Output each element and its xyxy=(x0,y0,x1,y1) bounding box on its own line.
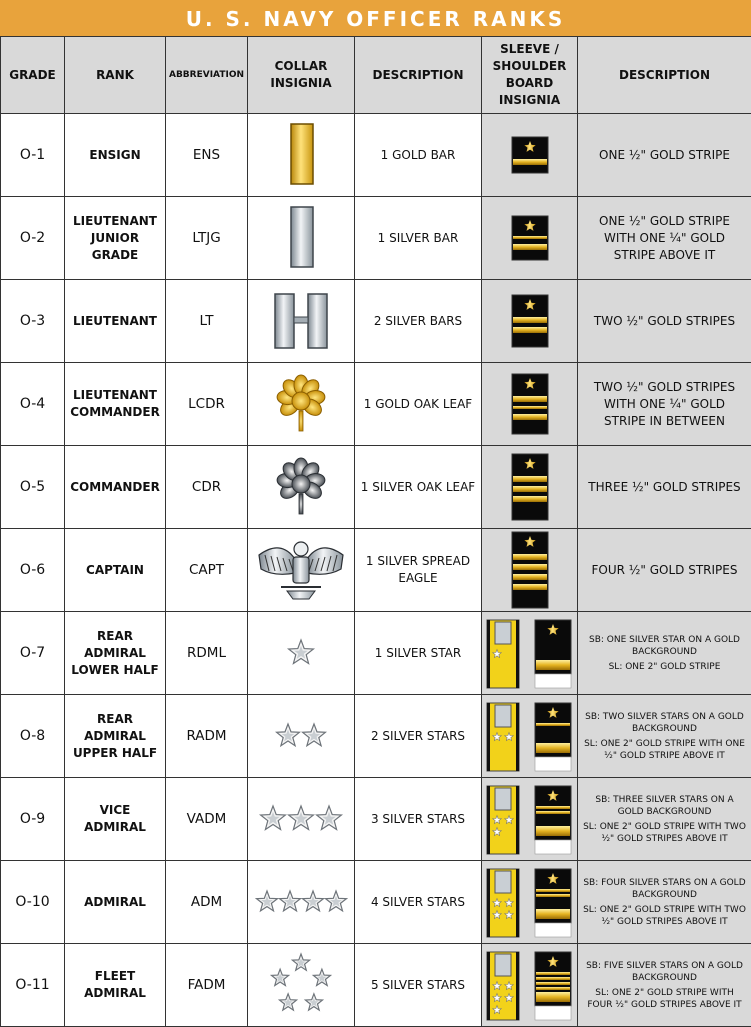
shoulder-board-icon xyxy=(500,447,560,527)
collar-insignia-cell xyxy=(248,114,355,197)
abbreviation-cell: ADM xyxy=(166,861,248,944)
silver-star-icon xyxy=(251,865,351,939)
shoulder-board-description: SB: FIVE SILVER STARS ON A GOLD BACKGROUND xyxy=(582,960,747,984)
silver-star-icon xyxy=(251,782,351,856)
shoulder-board-icon xyxy=(483,697,577,775)
collar-insignia-cell xyxy=(248,529,355,612)
grade-cell: O-5 xyxy=(1,446,65,529)
header-abbreviation: ABBREVIATION xyxy=(166,37,248,114)
table-row xyxy=(1,197,751,280)
sleeve-description-cell: THREE ½" GOLD STRIPES xyxy=(578,446,751,529)
collar-description-cell: 1 SILVER STAR xyxy=(355,612,482,695)
collar-description-cell: 4 SILVER STARS xyxy=(355,861,482,944)
rank-cell: LIEUTENANT COMMANDER xyxy=(65,363,166,446)
silver-star-icon xyxy=(251,616,351,690)
gold-bar-icon xyxy=(251,118,351,192)
rank-cell: LIEUTENANT xyxy=(65,280,166,363)
shoulder-board-icon xyxy=(500,198,560,278)
sleeve-insignia-cell xyxy=(482,861,578,944)
table-row xyxy=(1,778,751,861)
grade-cell: O-10 xyxy=(1,861,65,944)
sleeve-description-cell xyxy=(578,612,751,695)
sleeve-description-cell xyxy=(578,861,751,944)
shoulder-board-description: SB: FOUR SILVER STARS ON A GOLD BACKGROUND xyxy=(582,877,747,901)
collar-insignia-cell xyxy=(248,280,355,363)
collar-description-cell: 1 SILVER OAK LEAF xyxy=(355,446,482,529)
silver-eagle-icon xyxy=(251,533,351,607)
rank-cell: REAR ADMIRAL LOWER HALF xyxy=(65,612,166,695)
sleeve-insignia-cell xyxy=(482,778,578,861)
silver-bar-icon xyxy=(251,201,351,275)
rank-cell: CAPTAIN xyxy=(65,529,166,612)
sleeve-description-cell xyxy=(578,778,751,861)
sleeve-stripe-description: SL: ONE 2" GOLD STRIPE WITH FOUR ½" GOLD STRIPES ABOVE IT xyxy=(582,987,747,1011)
sleeve-description-cell: ONE ½" GOLD STRIPE WITH ONE ¼" GOLD STRIPE ABOVE IT xyxy=(578,197,751,280)
abbreviation-cell: LT xyxy=(166,280,248,363)
shoulder-board-icon xyxy=(500,115,560,195)
collar-description-cell: 1 GOLD OAK LEAF xyxy=(355,363,482,446)
rank-cell: ADMIRAL xyxy=(65,861,166,944)
silver-oak-leaf-icon xyxy=(251,450,351,524)
header-rank: RANK xyxy=(65,37,166,114)
rank-cell: COMMANDER xyxy=(65,446,166,529)
table-row xyxy=(1,280,751,363)
grade-cell: O-3 xyxy=(1,280,65,363)
abbreviation-cell: CAPT xyxy=(166,529,248,612)
gold-oak-leaf-icon xyxy=(251,367,351,441)
abbreviation-cell: CDR xyxy=(166,446,248,529)
collar-insignia-cell xyxy=(248,778,355,861)
header-sleeve-description: DESCRIPTION xyxy=(578,37,751,114)
table-row xyxy=(1,695,751,778)
sleeve-stripe-description: SL: ONE 2" GOLD STRIPE WITH TWO ½" GOLD STRIPES ABOVE IT xyxy=(582,821,747,845)
shoulder-board-icon xyxy=(500,364,560,444)
grade-cell: O-2 xyxy=(1,197,65,280)
collar-insignia-cell xyxy=(248,197,355,280)
table-row xyxy=(1,612,751,695)
abbreviation-cell: ENS xyxy=(166,114,248,197)
sleeve-description-cell xyxy=(578,944,751,1027)
table-row xyxy=(1,861,751,944)
page-title: U. S. NAVY OFFICER RANKS xyxy=(0,0,751,36)
silver-star-icon xyxy=(251,948,351,1022)
shoulder-board-description: SB: ONE SILVER STAR ON A GOLD BACKGROUND xyxy=(582,634,747,658)
shoulder-board-icon xyxy=(483,614,577,692)
header-collar-description: DESCRIPTION xyxy=(355,37,482,114)
grade-cell: O-8 xyxy=(1,695,65,778)
collar-description-cell: 1 SILVER BAR xyxy=(355,197,482,280)
double-silver-bar-icon xyxy=(251,284,351,358)
sleeve-description-cell xyxy=(578,695,751,778)
abbreviation-cell: FADM xyxy=(166,944,248,1027)
grade-cell: O-1 xyxy=(1,114,65,197)
shoulder-board-icon xyxy=(483,780,577,858)
sleeve-insignia-cell xyxy=(482,280,578,363)
rank-cell: LIEUTENANT JUNIOR GRADE xyxy=(65,197,166,280)
abbreviation-cell: LTJG xyxy=(166,197,248,280)
collar-insignia-cell xyxy=(248,363,355,446)
collar-insignia-cell xyxy=(248,861,355,944)
collar-description-cell: 2 SILVER STARS xyxy=(355,695,482,778)
table-row xyxy=(1,446,751,529)
sleeve-insignia-cell xyxy=(482,114,578,197)
grade-cell: O-9 xyxy=(1,778,65,861)
header-grade: GRADE xyxy=(1,37,65,114)
rank-cell: FLEET ADMIRAL xyxy=(65,944,166,1027)
grade-cell: O-11 xyxy=(1,944,65,1027)
header-sleeve-insignia: SLEEVE / SHOULDER BOARD INSIGNIA xyxy=(482,37,578,114)
collar-description-cell: 3 SILVER STARS xyxy=(355,778,482,861)
table-row xyxy=(1,363,751,446)
grade-cell: O-4 xyxy=(1,363,65,446)
shoulder-board-icon xyxy=(500,281,560,361)
sleeve-insignia-cell xyxy=(482,363,578,446)
ranks-table xyxy=(0,36,751,1027)
sleeve-stripe-description: SL: ONE 2" GOLD STRIPE xyxy=(582,661,747,673)
shoulder-board-icon xyxy=(483,863,577,941)
sleeve-description-cell: TWO ½" GOLD STRIPES xyxy=(578,280,751,363)
table-row xyxy=(1,529,751,612)
sleeve-insignia-cell xyxy=(482,695,578,778)
rank-cell: REAR ADMIRAL UPPER HALF xyxy=(65,695,166,778)
shoulder-board-description: SB: TWO SILVER STARS ON A GOLD BACKGROUND xyxy=(582,711,747,735)
table-row xyxy=(1,114,751,197)
sleeve-insignia-cell xyxy=(482,944,578,1027)
collar-insignia-cell xyxy=(248,695,355,778)
abbreviation-cell: RADM xyxy=(166,695,248,778)
header-collar-insignia: COLLAR INSIGNIA xyxy=(248,37,355,114)
shoulder-board-icon xyxy=(483,946,577,1024)
grade-cell: O-7 xyxy=(1,612,65,695)
abbreviation-cell: RDML xyxy=(166,612,248,695)
abbreviation-cell: LCDR xyxy=(166,363,248,446)
abbreviation-cell: VADM xyxy=(166,778,248,861)
collar-insignia-cell xyxy=(248,612,355,695)
sleeve-insignia-cell xyxy=(482,197,578,280)
shoulder-board-description: SB: THREE SILVER STARS ON A GOLD BACKGROUND xyxy=(582,794,747,818)
table-row xyxy=(1,944,751,1027)
rank-cell: VICE ADMIRAL xyxy=(65,778,166,861)
table-header-row xyxy=(1,37,751,114)
sleeve-description-cell: FOUR ½" GOLD STRIPES xyxy=(578,529,751,612)
shoulder-board-icon xyxy=(500,530,560,610)
silver-star-icon xyxy=(251,699,351,773)
collar-insignia-cell xyxy=(248,446,355,529)
collar-description-cell: 1 GOLD BAR xyxy=(355,114,482,197)
collar-description-cell: 1 SILVER SPREAD EAGLE xyxy=(355,529,482,612)
sleeve-insignia-cell xyxy=(482,446,578,529)
collar-description-cell: 2 SILVER BARS xyxy=(355,280,482,363)
collar-description-cell: 5 SILVER STARS xyxy=(355,944,482,1027)
sleeve-description-cell: TWO ½" GOLD STRIPES WITH ONE ¼" GOLD STRIPE IN BETWEEN xyxy=(578,363,751,446)
sleeve-stripe-description: SL: ONE 2" GOLD STRIPE WITH TWO ½" GOLD STRIPES ABOVE IT xyxy=(582,904,747,928)
sleeve-description-cell: ONE ½" GOLD STRIPE xyxy=(578,114,751,197)
sleeve-insignia-cell xyxy=(482,612,578,695)
sleeve-insignia-cell xyxy=(482,529,578,612)
sleeve-stripe-description: SL: ONE 2" GOLD STRIPE WITH ONE ½" GOLD STRIPE ABOVE IT xyxy=(582,738,747,762)
rank-cell: ENSIGN xyxy=(65,114,166,197)
grade-cell: O-6 xyxy=(1,529,65,612)
collar-insignia-cell xyxy=(248,944,355,1027)
